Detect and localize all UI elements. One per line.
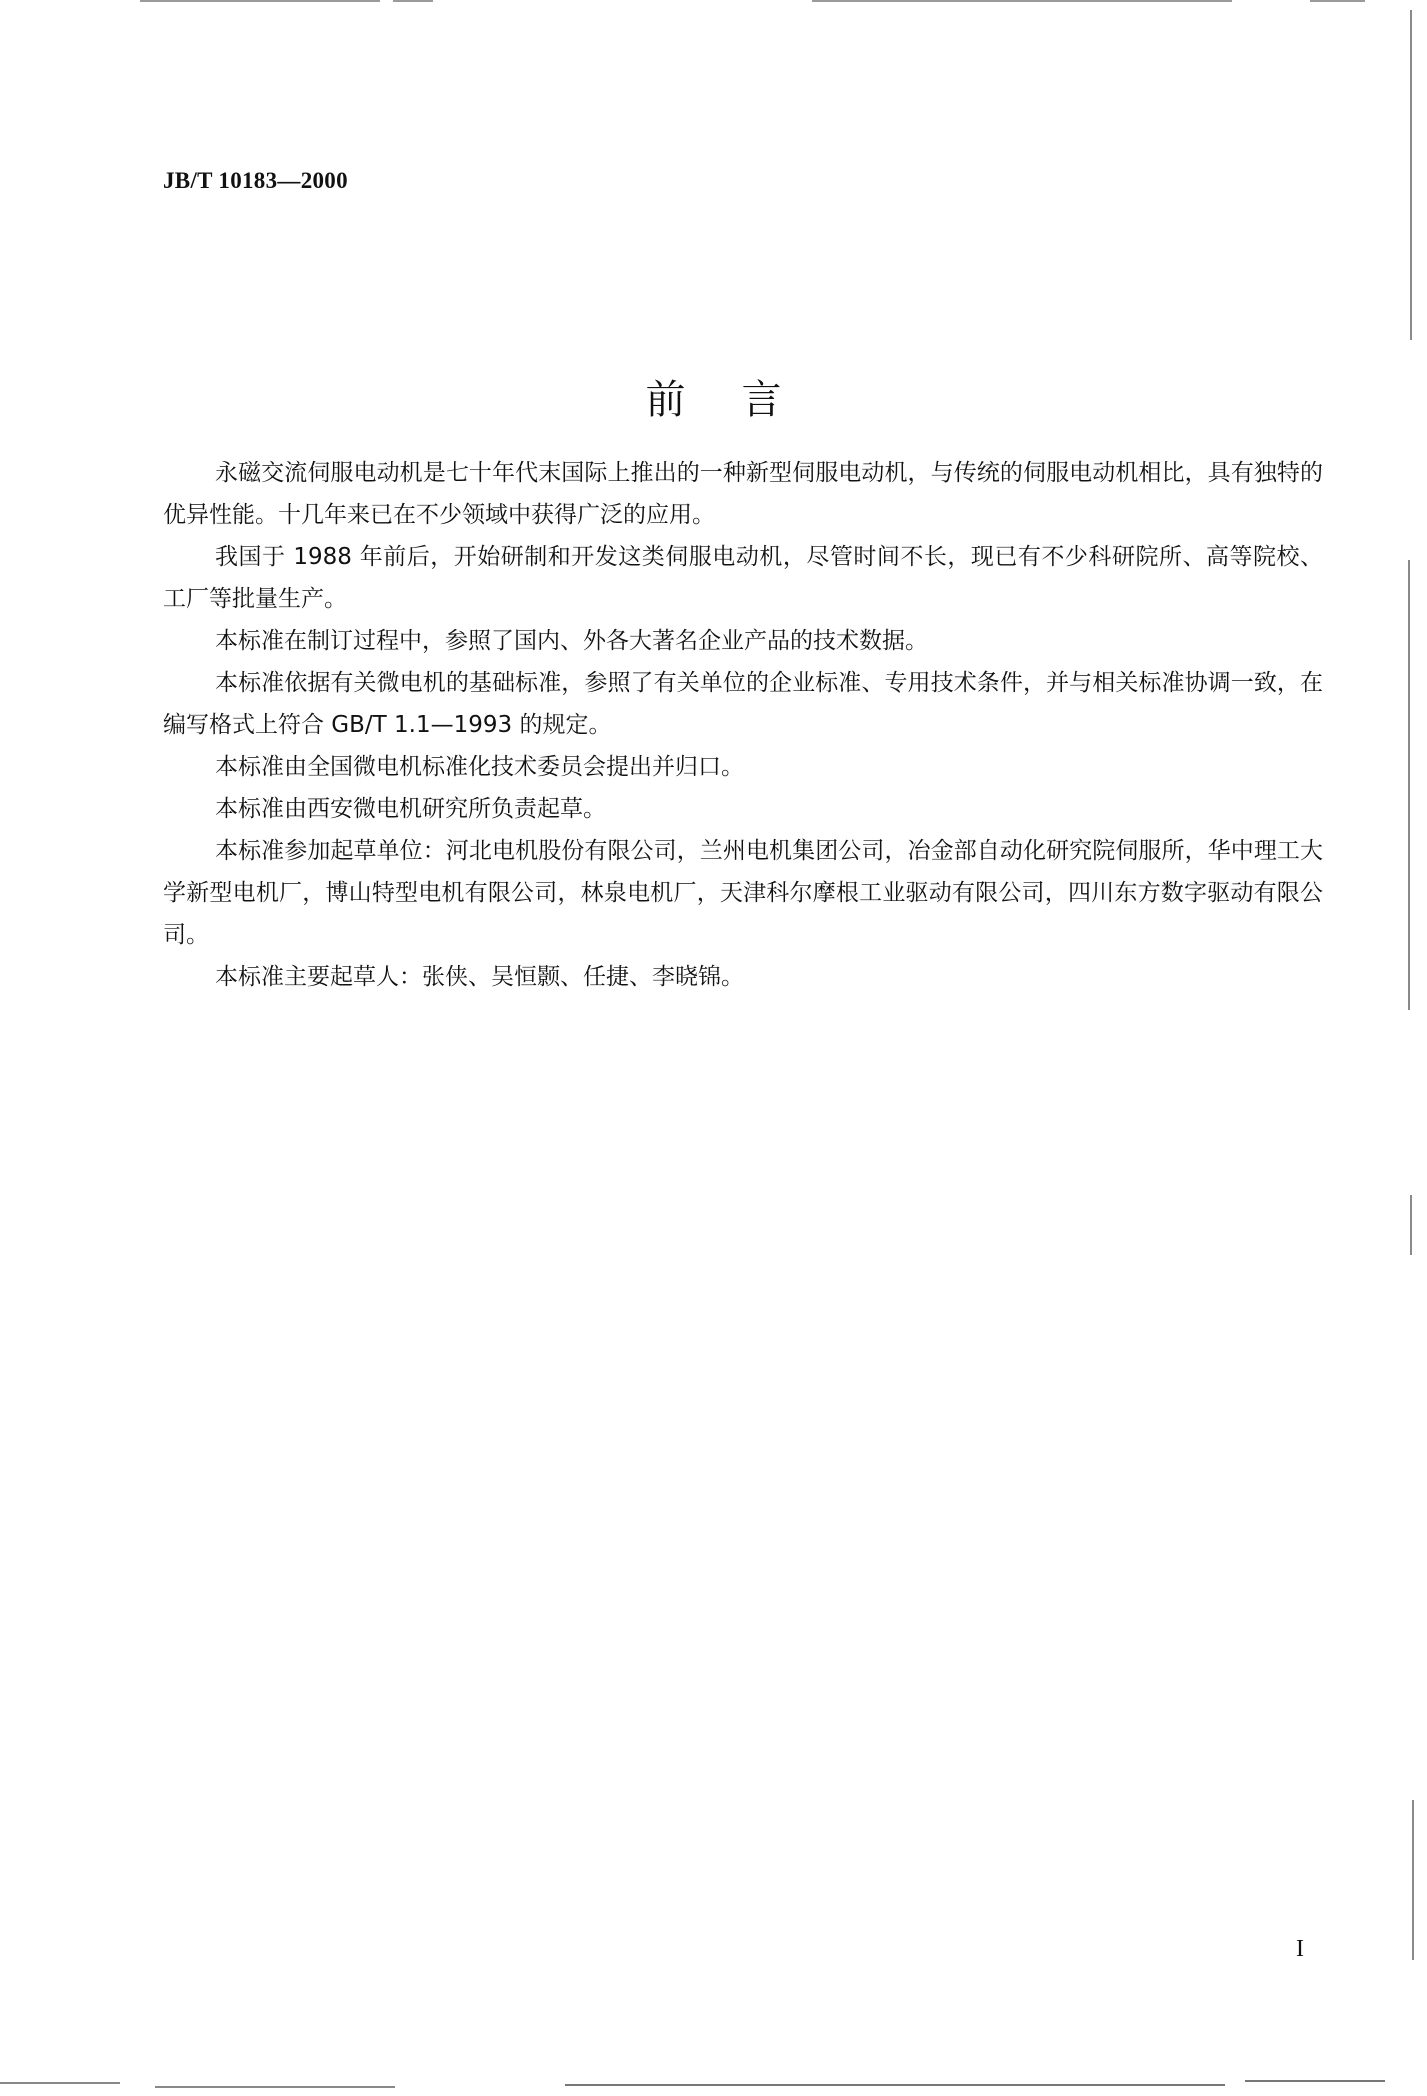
paragraph: 本标准由全国微电机标准化技术委员会提出并归口。: [215, 754, 744, 780]
scan-edge-right-1: [1410, 10, 1412, 340]
page-number: I: [1296, 1936, 1304, 1962]
scan-edge-bottom-2: [155, 2086, 395, 2088]
scan-edge-top-far-right: [1310, 0, 1365, 2]
paragraph: 本标准由西安微电机研究所负责起草。: [215, 796, 606, 822]
paragraph: 我国于 1988 年前后，开始研制和开发这类伺服电动机，尽管时间不长，现已有不少科研院所、高等院校、工厂等批量生产。: [163, 544, 1323, 612]
paragraph: 本标准在制订过程中，参照了国内、外各大著名企业产品的技术数据。: [215, 628, 928, 654]
foreword-body: [163, 452, 1323, 998]
paragraph: 本标准参加起草单位：河北电机股份有限公司，兰州电机集团公司，冶金部自动化研究院伺服所，华中理工大学新型电机厂，博山特型电机有限公司，林泉电机厂，天津科尔摩根工业驱动有限公司，四川东方数字驱动有限公司。: [163, 838, 1323, 948]
scan-edge-top-right: [812, 0, 1232, 2]
scan-edge-bottom-4: [1245, 2080, 1385, 2082]
scan-edge-right-3: [1410, 1195, 1412, 1255]
paragraph: 本标准依据有关微电机的基础标准，参照了有关单位的企业标准、专用技术条件，并与相关标准协调一致，在编写格式上符合 GB/T 1.1—1993 的规定。: [163, 670, 1323, 738]
scan-edge-bottom-1: [0, 2082, 120, 2084]
scan-edge-bottom-3: [565, 2084, 1225, 2086]
scan-edge-right-2: [1408, 560, 1410, 1010]
paragraph: 本标准主要起草人：张侠、吴恒颢、任捷、李晓锦。: [215, 964, 744, 990]
scan-edge-top-left: [140, 0, 380, 2]
standard-number: JB/T 10183—2000: [163, 168, 348, 193]
paragraph: 永磁交流伺服电动机是七十年代末国际上推出的一种新型伺服电动机，与传统的伺服电动机相比，具有独特的优异性能。十几年来已在不少领域中获得广泛的应用。: [163, 460, 1323, 528]
foreword-title: 前言: [645, 377, 838, 423]
scan-edge-top-mid: [393, 0, 433, 2]
scan-edge-right-4: [1412, 1800, 1414, 1960]
